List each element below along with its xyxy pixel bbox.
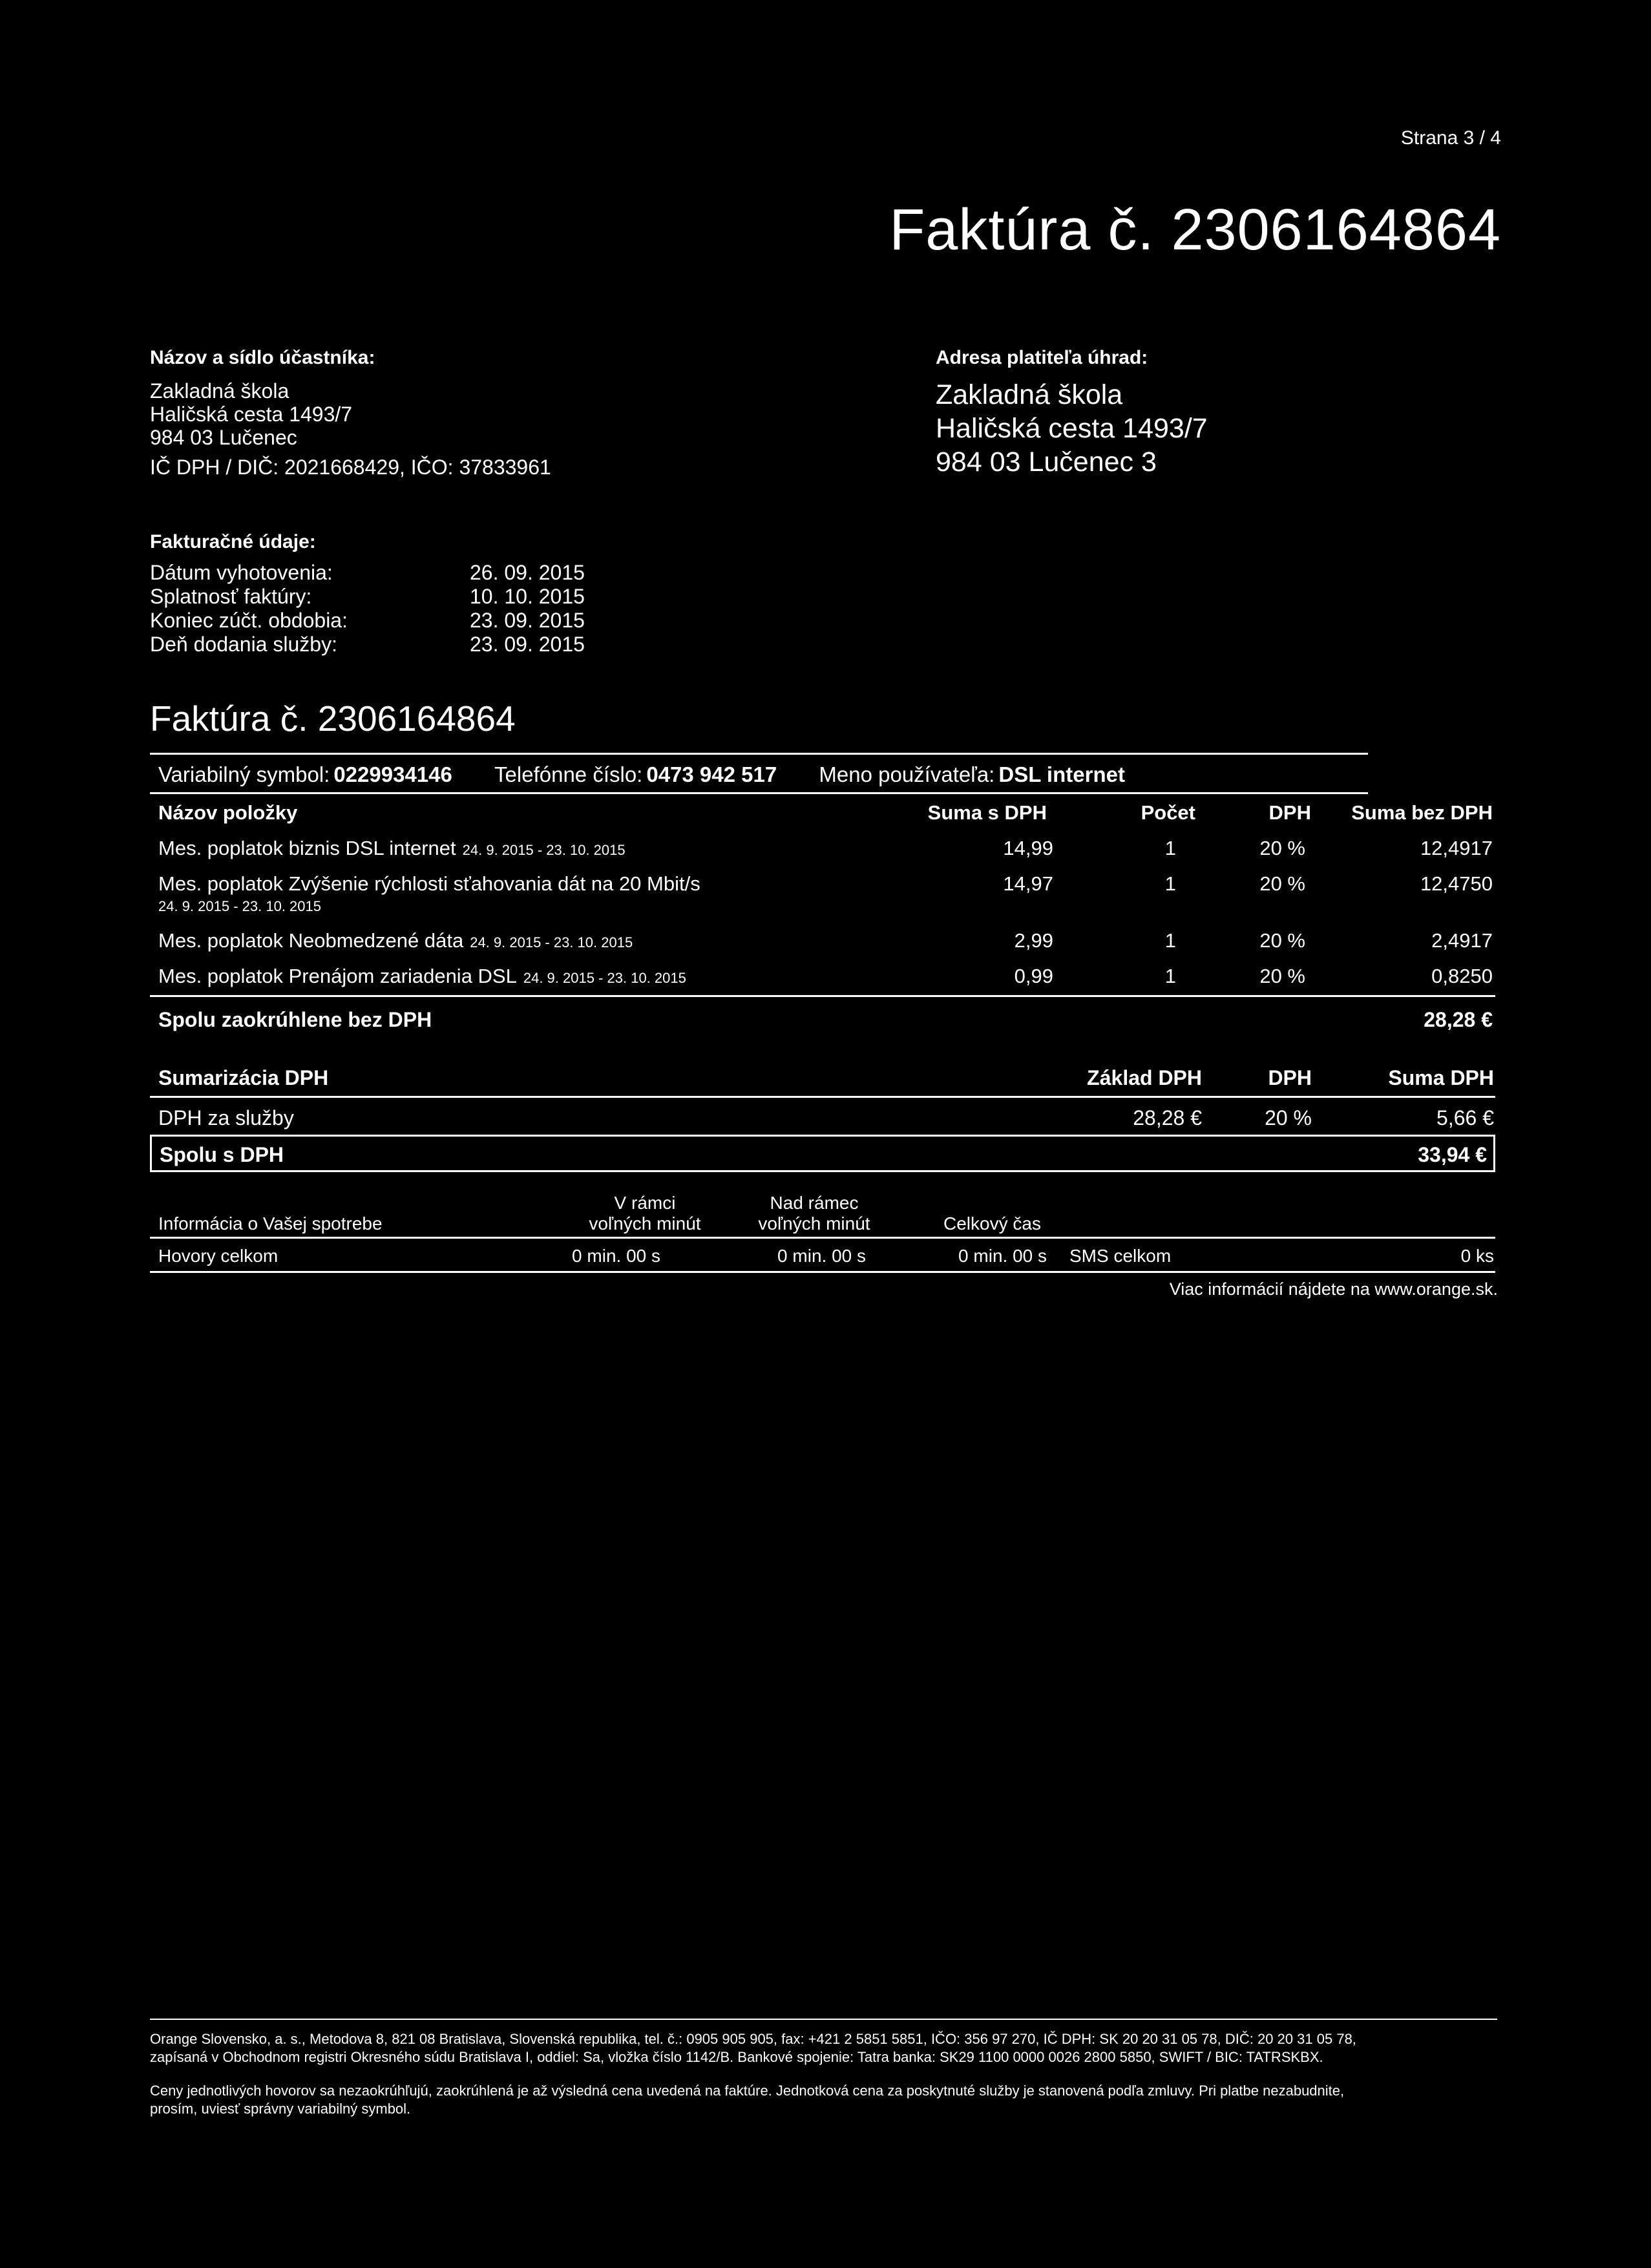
vat-summary-label: Sumarizácia DPH <box>158 1066 329 1089</box>
payer-city: 984 03 Lučenec 3 <box>936 446 1157 478</box>
col-header-vat: DPH <box>1268 801 1311 824</box>
vs-value: 0229934146 <box>333 762 452 786</box>
phone-label: Telefónne číslo: <box>494 762 643 786</box>
table-row: Mes. poplatok Prenájom zariadenia DSL 24. 9. 2015 - 23. 10. 2015 0,99 1 20 % 0,8250 <box>158 965 1493 987</box>
usage-row-label: Hovory celkom <box>158 1246 279 1266</box>
billing-row: Dátum vyhotovenia: 26. 09. 2015 <box>150 561 585 584</box>
user-label: Meno používateľa: <box>819 762 995 786</box>
billing-row: Deň dodania služby: 23. 09. 2015 <box>150 633 585 656</box>
vat-base: 28,28 € <box>1133 1106 1202 1129</box>
divider <box>150 995 1495 997</box>
divider <box>150 792 1368 794</box>
footer-company: Orange Slovensko, a. s., Metodova 8, 821 08 Bratislava, Slovenská republika, tel. č.: 0905 905 905, fax: +421 2 5851 5851, IČO: 356 97 270, IČ DPH: SK 20 20 31 05 78, DIČ: 20 20 31 05 78, zapísaná v Obchodnom registri Okresného súdu Bratislava I, oddiel: Sa, vložka číslo 1142/B. Bankové spojenie: Tatra banka: SK29 1100 0000 0026 2800 5850, SWIFT / BIC: TATRSKBX. <box>150 2031 1356 2065</box>
grand-total-label: Spolu s DPH <box>160 1143 284 1166</box>
invoice-title: Faktúra č. 2306164864 <box>889 198 1501 262</box>
col-header-name: Názov položky <box>158 801 298 824</box>
payer-label: Adresa platiteľa úhrad: <box>936 347 1148 368</box>
payer-street: Haličská cesta 1493/7 <box>936 413 1208 444</box>
col-header-net: Suma bez DPH <box>1351 801 1493 824</box>
vat-sum-label: Suma DPH <box>1388 1066 1494 1089</box>
usage-col-within: V rámci voľných minút <box>589 1193 701 1234</box>
vat-rate: 20 % <box>1265 1106 1312 1129</box>
subscriber-name: Zakladná škola <box>150 379 289 403</box>
subtotal-value: 28,28 € <box>1424 1008 1493 1031</box>
page-number: Strana 3 / 4 <box>1400 127 1501 149</box>
subscriber-label: Názov a sídlo účastníka: <box>150 347 375 368</box>
divider <box>150 1271 1495 1273</box>
usage-title: Informácia o Vašej spotrebe <box>158 1213 383 1234</box>
more-info-text: Viac informácií nájdete na www.orange.sk. <box>1169 1279 1498 1299</box>
usage-col-over: Nad rámec voľných minút <box>758 1193 870 1234</box>
table-row: Mes. poplatok Neobmedzené dáta 24. 9. 2015 - 23. 10. 2015 2,99 1 20 % 2,4917 <box>158 929 1493 952</box>
table-row: Mes. poplatok Zvýšenie rýchlosti sťahovania dát na 20 Mbit/s 24. 9. 2015 - 23. 10. 2015 14,97 1 20 % 12,4750 <box>158 872 1493 914</box>
subscriber-tax-ids: IČ DPH / DIČ: 2021668429, IČO: 37833961 <box>150 456 551 479</box>
subscriber-address <box>150 379 551 479</box>
phone-value: 0473 942 517 <box>646 762 777 786</box>
usage-col-total: Celkový čas <box>943 1213 1041 1234</box>
usage-total-value: 0 min. 00 s <box>958 1246 1047 1266</box>
usage-within-value: 0 min. 00 s <box>572 1246 660 1266</box>
divider <box>150 1237 1495 1239</box>
subtotal-row <box>158 1008 1493 1032</box>
vat-sum: 5,66 € <box>1436 1106 1494 1129</box>
col-header-count: Počet <box>1141 801 1195 824</box>
table-row: Mes. poplatok biznis DSL internet 24. 9. 2015 - 23. 10. 2015 14,99 1 20 % 12,4917 <box>158 837 1493 859</box>
grand-total-box <box>150 1135 1495 1172</box>
payer-name: Zakladná škola <box>936 379 1123 410</box>
vat-rate-label: DPH <box>1268 1066 1312 1089</box>
divider <box>150 1096 1495 1098</box>
invoice-subtitle: Faktúra č. 2306164864 <box>150 698 516 739</box>
col-header-gross: Suma s DPH <box>927 801 1047 824</box>
billing-row: Koniec zúčt. obdobia: 23. 09. 2015 <box>150 609 585 632</box>
user-value: DSL internet <box>998 762 1125 786</box>
payer-address <box>936 378 1208 479</box>
usage-over-value: 0 min. 00 s <box>777 1246 866 1266</box>
subtotal-label: Spolu zaokrúhlene bez DPH <box>158 1008 432 1031</box>
service-line <box>158 762 1129 787</box>
billing-label: Fakturačné údaje: <box>150 531 316 552</box>
vs-label: Variabilný symbol: <box>158 762 330 786</box>
divider <box>150 753 1368 755</box>
vat-base-label: Základ DPH <box>1087 1066 1202 1089</box>
sms-label: SMS celkom <box>1069 1246 1172 1266</box>
sms-value: 0 ks <box>1460 1246 1494 1266</box>
subscriber-street: Haličská cesta 1493/7 <box>150 403 353 426</box>
vat-row-label: DPH za služby <box>158 1106 294 1129</box>
grand-total-value: 33,94 € <box>1418 1143 1487 1166</box>
footer-divider <box>150 2019 1497 2020</box>
footer-notice: Ceny jednotlivých hovorov sa nezaokrúhľujú, zaokrúhlená je až výsledná cena uvedená na faktúre. Jednotková cena za poskytnuté služby je stanovená podľa zmluvy. Pri platbe nezabudnite, prosím, uviesť správny variabilný symbol. <box>150 2083 1345 2117</box>
billing-facts <box>150 561 585 656</box>
billing-row: Splatnosť faktúry: 10. 10. 2015 <box>150 585 585 608</box>
subscriber-city: 984 03 Lučenec <box>150 426 297 449</box>
